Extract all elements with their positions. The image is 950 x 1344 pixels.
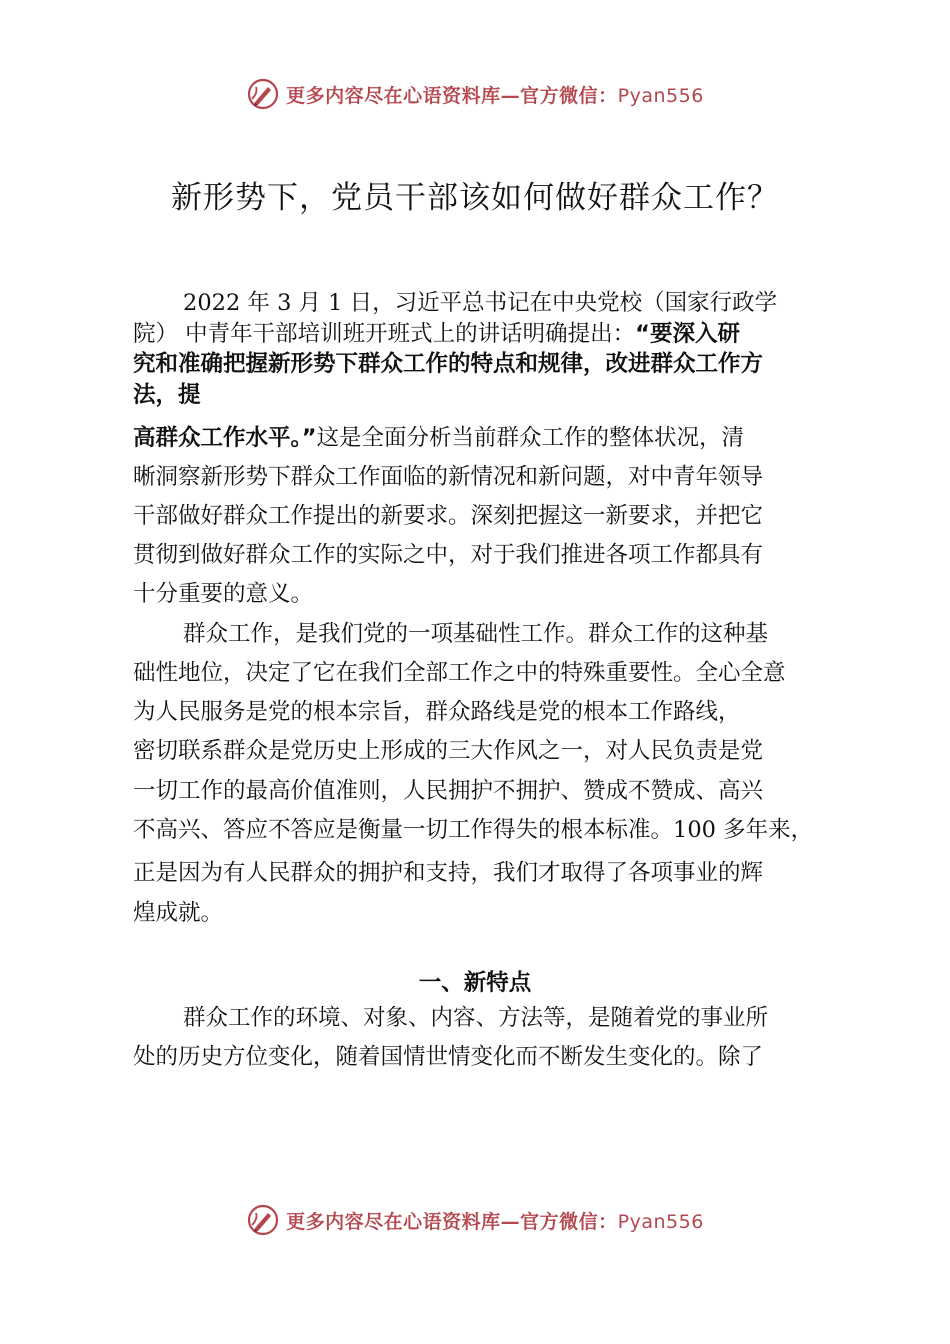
p1-line-5	[133, 423, 744, 453]
p1-line-9: 十分重要的意义。	[133, 581, 314, 607]
banner-wechat-id: Pyan556	[617, 84, 704, 107]
banner-wechat-id-bottom: Pyan556	[617, 1210, 704, 1233]
p2-line-2: 础性地位，决定了它在我们全部工作之中的特殊重要性。全心全意	[133, 660, 786, 686]
p1-line-4: 法，提	[133, 382, 201, 408]
banner-content	[246, 77, 704, 111]
s1-line-2: 处的历史方位变化，随着国情世情变化而不断发生变化的。除了	[133, 1044, 764, 1070]
p2-line-8: 煌成就。	[133, 900, 224, 926]
top-watermark-banner	[0, 74, 950, 114]
banner-label: 更多内容尽在心语资料库—官方微信：	[286, 84, 618, 107]
bottom-watermark-banner	[0, 1200, 950, 1240]
p1-line-3: 究和准确把握新形势下群众工作的特点和规律，改进群众工作方	[133, 351, 764, 377]
banner-text-bottom	[286, 1207, 704, 1234]
p1-line-2-bold: “要深入研	[635, 321, 740, 347]
p1-line-1: 2022 年 3 月 1 日，习近平总书记在中央党校（国家行政学	[183, 290, 778, 316]
p1-line-8: 贯彻到做好群众工作的实际之中，对于我们推进各项工作都具有	[133, 542, 764, 568]
document-title: 新形势下，党员干部该如何做好群众工作？	[171, 180, 779, 216]
p2-line-5: 一切工作的最高价值准则，人民拥护不拥护、赞成不赞成、高兴	[133, 778, 764, 804]
p2-line-6: 不高兴、答应不答应是衡量一切工作得失的根本标准。100 多年来，	[133, 817, 814, 843]
pen-logo-icon	[246, 77, 280, 111]
p1-line-2-normal: 院） 中青年干部培训班开班式上的讲话明确提出：	[133, 321, 636, 347]
p2-line-4: 密切联系群众是党历史上形成的三大作风之一，对人民负责是党	[133, 738, 764, 764]
p2-line-1: 群众工作，是我们党的一项基础性工作。群众工作的这种基	[183, 621, 769, 647]
p2-line-3: 为人民服务是党的根本宗旨，群众路线是党的根本工作路线，	[133, 699, 741, 725]
banner-text	[286, 81, 704, 108]
p1-line-5-normal: 这是全面分析当前群众工作的整体状况，清	[316, 425, 745, 451]
section-heading-new-features: 一、新特点	[418, 970, 532, 996]
s1-line-1: 群众工作的环境、对象、内容、方法等，是随着党的事业所	[183, 1005, 769, 1031]
banner-label-bottom: 更多内容尽在心语资料库—官方微信：	[286, 1210, 618, 1233]
p1-line-5-bold: 高群众工作水平。”	[133, 425, 317, 451]
p2-line-7: 正是因为有人民群众的拥护和支持，我们才取得了各项事业的辉	[133, 860, 764, 886]
pen-logo-icon	[246, 1203, 280, 1237]
p1-line-7: 干部做好群众工作提出的新要求。深刻把握这一新要求，并把它	[133, 503, 764, 529]
p1-line-6: 晰洞察新形势下群众工作面临的新情况和新问题，对中青年领导	[133, 464, 764, 490]
banner-content-bottom	[246, 1203, 704, 1237]
p1-line-2	[133, 319, 740, 349]
